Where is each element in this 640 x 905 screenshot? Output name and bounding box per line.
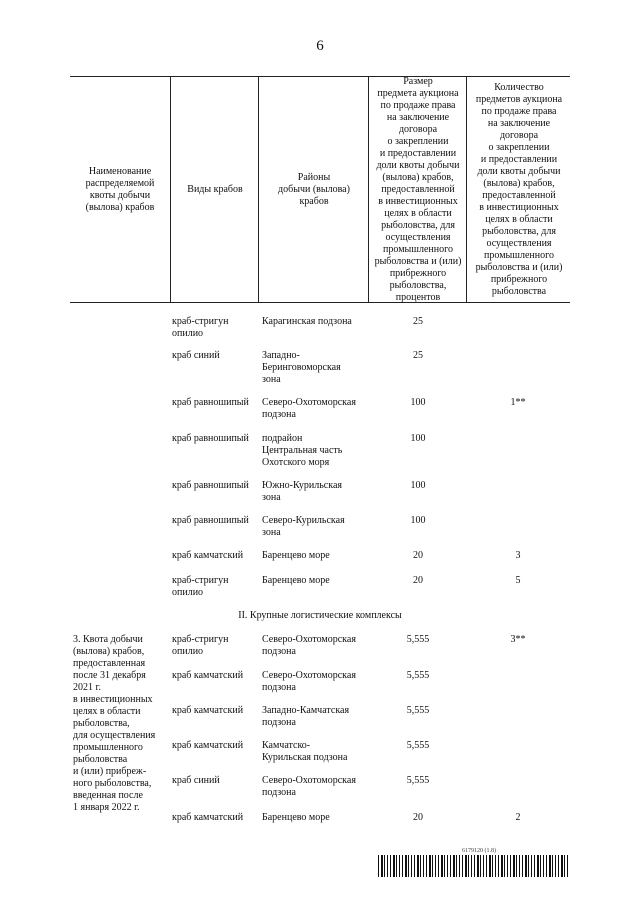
- count-cell: 2: [515, 812, 521, 823]
- area-cell: Северо-Охотоморская подзона: [262, 775, 356, 798]
- species-cell: краб равношипый: [172, 433, 249, 444]
- size-cell: 100: [410, 480, 426, 491]
- header-fishing-area: Районы добычи (вылова) крабов: [258, 77, 369, 302]
- size-cell: 5,555: [406, 634, 430, 645]
- count-cell: 3: [515, 550, 521, 561]
- species-cell: краб камчатский: [172, 740, 244, 751]
- size-cell: 20: [413, 575, 423, 586]
- section-title: II. Крупные логистические комплексы: [238, 610, 402, 621]
- count-cell: 1**: [510, 397, 526, 408]
- area-cell: Баренцево море: [262, 550, 330, 561]
- size-cell: 100: [410, 433, 426, 444]
- count-cell: 3**: [510, 634, 526, 645]
- quota-name-cell: 3. Квота добычи (вылова) крабов, предоставленная после 31 декабря 2021 г. в инвестиционных целях в области рыболовства, для осуществления промышленного рыболовства и (или) прибреж- ного рыболовства, введенная после 1 января 2022 г.: [73, 634, 156, 813]
- species-cell: краб равношипый: [172, 515, 249, 526]
- header-crab-species: Виды крабов: [170, 77, 259, 302]
- table-header: [70, 76, 570, 303]
- species-cell: краб равношипый: [172, 480, 249, 491]
- size-cell: 25: [413, 316, 423, 327]
- species-cell: краб камчатский: [172, 550, 244, 561]
- area-cell: Северо-Охотоморская подзона: [262, 634, 356, 657]
- header-auction-count: Количество предметов аукциона по продаже права на заключение договора о закреплении и предоставлении доли квоты добычи (вылова) крабов, предоставленной в инвестиционных целях в области рыболовства, для осуществления промышленного рыболовства и (или) прибрежного рыболовства: [466, 77, 571, 302]
- species-cell: краб-стригун опилио: [172, 575, 229, 598]
- size-cell: 5,555: [406, 705, 430, 716]
- area-cell: Северо-Охотоморская подзона: [262, 670, 356, 693]
- size-cell: 5,555: [406, 670, 430, 681]
- area-cell: Камчатско- Курильская подзона: [262, 740, 348, 763]
- species-cell: краб равношипый: [172, 397, 249, 408]
- area-cell: Северо-Курильская зона: [262, 515, 345, 538]
- species-cell: краб синий: [172, 775, 220, 786]
- size-cell: 100: [410, 515, 426, 526]
- size-cell: 5,555: [406, 740, 430, 751]
- header-quota-name: Наименование распределяемой квоты добычи (вылова) крабов: [85, 165, 155, 213]
- size-cell: 20: [413, 812, 423, 823]
- size-cell: 25: [413, 350, 423, 361]
- area-cell: Западно-Камчатская подзона: [262, 705, 350, 728]
- barcode: [378, 855, 570, 877]
- count-cell: 5: [515, 575, 521, 586]
- area-cell: Западно- Беринговоморская зона: [262, 350, 341, 385]
- page-number: 6: [316, 38, 324, 54]
- area-cell: Южно-Курильская зона: [262, 480, 342, 503]
- size-cell: 100: [410, 397, 426, 408]
- species-cell: краб камчатский: [172, 812, 244, 823]
- document-id: 6179120 (1.8): [462, 848, 496, 854]
- area-cell: Баренцево море: [262, 812, 330, 823]
- size-cell: 20: [413, 550, 423, 561]
- area-cell: Северо-Охотоморская подзона: [262, 397, 356, 420]
- area-cell: Карагинская подзона: [262, 316, 352, 327]
- area-cell: подрайон Центральная часть Охотского моря: [262, 433, 343, 468]
- species-cell: краб синий: [172, 350, 220, 361]
- species-cell: краб камчатский: [172, 670, 244, 681]
- species-cell: краб камчатский: [172, 705, 244, 716]
- species-cell: краб-стригун опилио: [172, 316, 229, 339]
- size-cell: 5,555: [406, 775, 430, 786]
- species-cell: краб-стригун опилио: [172, 634, 229, 657]
- header-auction-size: Размер предмета аукциона по продаже права на заключение договора о закреплении и предоставлении доли квоты добычи (вылова) крабов, предоставленной в инвестиционных целях в области рыболовства, для осуществления промышленного рыболовства и (или) прибрежного рыболовства, процентов: [368, 77, 467, 302]
- area-cell: Баренцево море: [262, 575, 330, 586]
